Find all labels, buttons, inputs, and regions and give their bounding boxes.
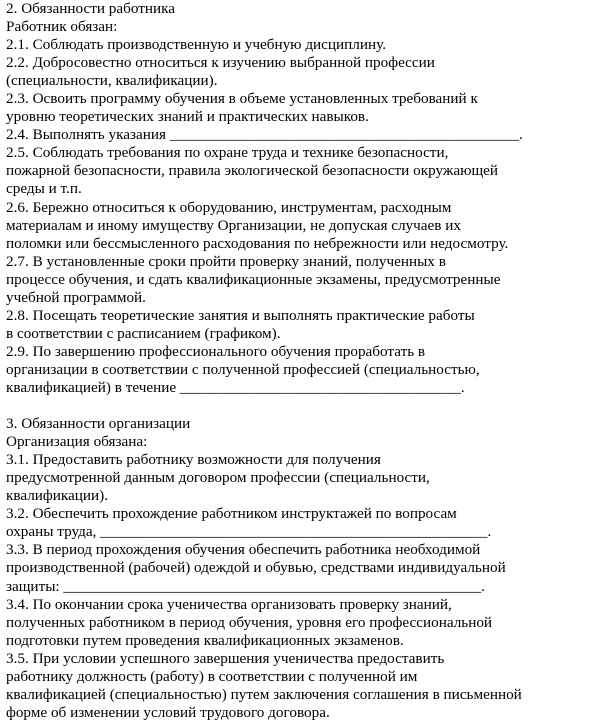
section-2-line: 2.7. В установленные сроки пройти проверку знаний, полученных в <box>6 252 446 270</box>
section-2-line: квалификацией) в течение _____________________________________. <box>6 378 465 396</box>
section-2-line: учебной программой. <box>6 288 146 306</box>
section-2-line: (специальности, квалификации). <box>6 72 218 90</box>
section-2-line: 2.6. Бережно относиться к оборудованию, инструментам, расходным <box>6 198 452 216</box>
section-2-line: 2.5. Соблюдать требования по охране труда и технике безопасности, <box>6 144 449 162</box>
section-3-line: предусмотренной данным договором профессии (специальности, <box>6 469 430 487</box>
section-2-intro: Работник обязан: <box>6 18 118 36</box>
section-2-line: 2.1. Соблюдать производственную и учебную дисциплину. <box>6 36 386 54</box>
section-3-line: 3.5. При условии успешного завершения ученичества предоставить <box>6 649 445 667</box>
section-2-line: уровню теоретических знаний и практических навыков. <box>6 108 369 126</box>
section-2-line: 2.9. По завершению профессионального обучения проработать в <box>6 342 426 360</box>
section-3-line: полученных работником в период обучения, уровня его профессиональной <box>6 613 493 631</box>
section-3-line: 3.1. Предоставить работнику возможности для получения <box>6 451 381 469</box>
section-2 <box>6 0 609 397</box>
section-3-line: подготовки путем проведения квалификационных экзаменов. <box>6 631 404 649</box>
section-3-line: 3.3. В период прохождения обучения обеспечить работника необходимой <box>6 541 481 559</box>
section-3-line: 3.2. Обеспечить прохождение работником инструктажей по вопросам <box>6 505 457 523</box>
section-2-line: в соответствии с расписанием (графиком). <box>6 324 281 342</box>
section-2-line: 2.3. Освоить программу обучения в объеме установленных требований к <box>6 90 478 108</box>
section-2-line: 2.2. Добросовестно относиться к изучению выбранной профессии <box>6 54 435 72</box>
section-3-line: 3.4. По окончании срока ученичества организовать проверку знаний, <box>6 595 452 613</box>
section-2-line: пожарной безопасности, правила экологической безопасности окружающей <box>6 162 499 180</box>
section-3-line: охраны труда, ___________________________________________________. <box>6 523 492 541</box>
section-3-line: форме об изменении условий трудового договора. <box>6 703 330 721</box>
section-3-intro: Организация обязана: <box>6 433 148 451</box>
section-2-line: организации в соответствии с полученной профессией (специальностью, <box>6 360 480 378</box>
section-2-line: 2.8. Посещать теоретические занятия и выполнять практические работы <box>6 306 475 324</box>
section-2-line: материалам и иному имуществу Организации, не допуская случаев их <box>6 216 461 234</box>
section-3-line: квалификацией (специальностью) путем заключения соглашения в письменной <box>6 685 522 703</box>
section-3-line: работнику должность (работу) в соответствии с полученной им <box>6 667 418 685</box>
section-2-line: среды и т.п. <box>6 180 82 198</box>
section-3-title: 3. Обязанности организации <box>6 415 191 433</box>
section-3-line: защиты: _______________________________________________________. <box>6 577 485 595</box>
section-3 <box>6 415 609 722</box>
section-2-line: 2.4. Выполнять указания ______________________________________________. <box>6 126 523 144</box>
section-3-line: квалификации). <box>6 487 109 505</box>
section-2-line: поломки или бессмысленного расходования по небрежности или недосмотру. <box>6 234 509 252</box>
section-spacer <box>6 397 609 415</box>
section-2-line: процессе обучения, и сдать квалификационные экзамены, предусмотренные <box>6 270 501 288</box>
section-3-line: производственной (рабочей) одеждой и обувью, средствами индивидуальной <box>6 559 506 577</box>
section-2-title: 2. Обязанности работника <box>6 0 175 17</box>
